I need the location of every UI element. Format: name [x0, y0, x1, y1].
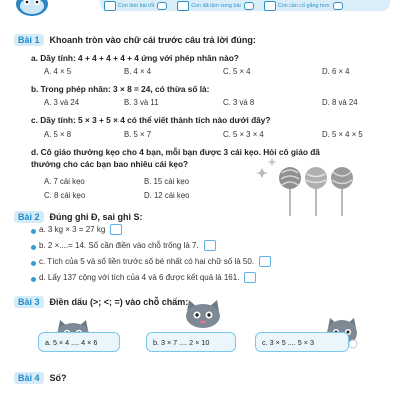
true-false-item: [39, 224, 122, 235]
section-title: Khoanh tròn vào chữ cái trước câu trả lời đúng:: [49, 34, 256, 45]
option[interactable]: D. 12 cái kẹo: [144, 191, 190, 200]
bullet-icon: [31, 277, 36, 282]
section-bai-3: [14, 295, 188, 308]
option[interactable]: C. 3 và 8: [223, 98, 255, 107]
option[interactable]: B. 4 × 4: [124, 67, 152, 76]
item-text: a. 3 kg × 3 = 27 kg: [39, 225, 106, 234]
checkbox-icon[interactable]: [157, 2, 167, 10]
option[interactable]: B. 15 cái kẹo: [144, 177, 190, 186]
checkbox-icon[interactable]: [244, 2, 254, 10]
section-tag: Bài 3: [14, 296, 44, 308]
option[interactable]: A. 5 × 8: [44, 130, 72, 139]
section-bai-4: [14, 371, 67, 384]
ok-hand-icon: [177, 1, 189, 11]
section-tag: Bài 2: [14, 211, 44, 223]
mascot-icon: [10, 0, 54, 16]
compare-expression: b. 3 × 7 .... 2 × 10: [153, 337, 210, 347]
option[interactable]: D. 5 × 4 × 5: [322, 130, 363, 139]
option[interactable]: A. 4 × 5: [44, 67, 72, 76]
option[interactable]: B. 3 và 11: [124, 98, 159, 107]
item-text: b. 2 ×....= 14. Số cần điền vào chỗ trống là 7.: [39, 241, 199, 250]
option[interactable]: D. 6 × 4: [322, 67, 350, 76]
legend-item-good: [100, 1, 167, 11]
answer-box[interactable]: [110, 224, 122, 235]
self-assessment-legend: [100, 0, 390, 11]
page-header: [0, 0, 400, 18]
section-tag: Bài 1: [14, 34, 44, 46]
true-false-item: [39, 240, 216, 251]
option[interactable]: C. 8 cái kẹo: [44, 191, 86, 200]
answer-box[interactable]: [244, 272, 256, 283]
answer-box[interactable]: [259, 256, 271, 267]
option[interactable]: A. 7 cái kẹo: [44, 177, 85, 186]
option[interactable]: C. 5 × 4: [223, 67, 251, 76]
option[interactable]: D. 8 và 24: [322, 98, 358, 107]
compare-card-c[interactable]: [255, 332, 349, 352]
legend-label: Con làm bài tốt: [118, 2, 155, 9]
option[interactable]: B. 5 × 7: [124, 130, 152, 139]
bullet-icon: [31, 245, 36, 250]
legend-item-try: [260, 1, 343, 11]
cat-mascot-icon: [180, 298, 226, 328]
true-false-item: [39, 272, 256, 283]
section-title: Điền dấu (>; <; =) vào chỗ chấm:: [49, 296, 189, 307]
true-false-item: [39, 256, 271, 267]
legend-item-done: [173, 1, 253, 11]
lollipops-illustration: [250, 158, 360, 218]
thumbs-up-icon: [104, 1, 116, 11]
fist-icon: [264, 1, 276, 11]
bullet-icon: [31, 261, 36, 266]
section-title: Số?: [49, 372, 67, 383]
question-a: a. Dãy tính: 4 + 4 + 4 + 4 + 4 ứng với phép nhân nào?: [31, 53, 239, 63]
legend-label: Con đã làm xong bài: [191, 2, 241, 9]
section-tag: Bài 4: [14, 372, 44, 384]
compare-expression: c. 3 × 5 .... 5 × 3: [262, 337, 314, 347]
compare-card-a[interactable]: [38, 332, 120, 352]
answer-box[interactable]: [204, 240, 216, 251]
question-b: b. Trong phép nhân: 3 × 8 = 24, có thừa số là:: [31, 84, 210, 94]
question-d-line-2: thưởng cho các bạn bao nhiêu cái kẹo?: [31, 159, 189, 169]
item-text: c. Tích của 5 và số liền trước số bé nhất có hai chữ số là 50.: [39, 257, 255, 266]
question-d-line-1: d. Cô giáo thưởng kẹo cho 4 bạn, mỗi bạn được 3 cái kẹo. Hỏi cô giáo đã: [31, 147, 320, 157]
compare-expression: a. 5 × 4 .... 4 × 6: [45, 337, 98, 347]
section-bai-1: [14, 33, 256, 46]
legend-label: Con cần cố gắng hơn: [277, 2, 330, 9]
checkbox-icon[interactable]: [333, 2, 343, 10]
option[interactable]: A. 3 và 24: [44, 98, 80, 107]
option[interactable]: C. 5 × 3 × 4: [223, 130, 264, 139]
question-c: c. Dãy tính: 5 × 3 + 5 × 4 có thể viết thành tích nào dưới đây?: [31, 115, 271, 125]
bullet-icon: [31, 229, 36, 234]
compare-card-b[interactable]: [146, 332, 236, 352]
section-bai-2: [14, 210, 143, 223]
item-text: d. Lấy 137 cộng với tích của 4 và 6 được kết quả là 161.: [39, 273, 240, 282]
section-title: Đúng ghi Đ, sai ghi S:: [49, 211, 143, 222]
